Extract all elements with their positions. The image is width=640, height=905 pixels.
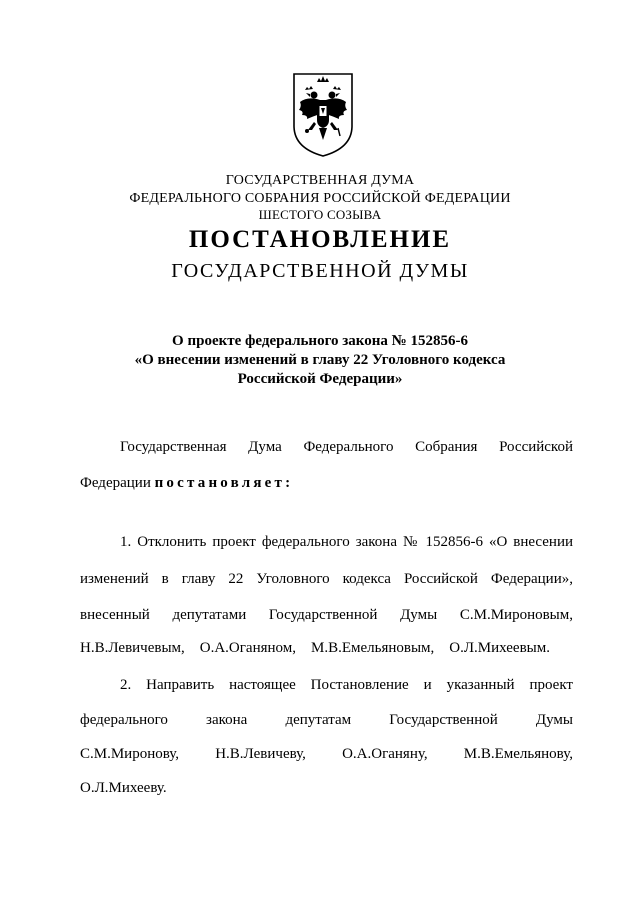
header-line-duma: ГОСУДАРСТВЕННАЯ ДУМА (225, 173, 415, 188)
preamble-prefix: Федерации (80, 475, 155, 491)
bill-title-line-2: «О внесении изменений в главу 22 Уголовного кодекса (134, 352, 506, 368)
resolves-keyword: постановляет: (154, 475, 294, 491)
item1-line-4: Н.В.Левичевым, О.А.Оганяном, М.В.Емельяновым, О.Л.Михеевым. (80, 640, 550, 656)
item2-line-3: С.М.Миронову, Н.В.Левичеву, О.А.Оганяну, М.В.Емельянову, (80, 746, 573, 762)
document-title: ПОСТАНОВЛЕНИЕ (188, 226, 452, 253)
bill-title-line-3: Российской Федерации» (237, 371, 403, 387)
item1-line-1: 1. Отклонить проект федерального закона № 152856-6 «О внесении (120, 534, 573, 550)
item1-line-3: внесенный депутатами Государственной Думы С.М.Мироновым, (80, 607, 573, 623)
item2-line-2: федерального закона депутатам Государственной Думы (80, 712, 573, 728)
bill-title-line-1: О проекте федерального закона № 152856-6 (172, 333, 468, 349)
coat-of-arms-icon (290, 70, 356, 158)
preamble-line-2 (80, 475, 573, 492)
document-subtitle: ГОСУДАРСТВЕННОЙ ДУМЫ (171, 260, 469, 282)
item2-line-1: 2. Направить настоящее Постановление и указанный проект (120, 677, 573, 693)
preamble-line-1: Государственная Дума Федерального Собрания Российской (120, 439, 573, 455)
item1-line-2: изменений в главу 22 Уголовного кодекса Российской Федерации», (80, 571, 573, 587)
item2-line-4: О.Л.Михееву. (80, 780, 167, 796)
header-line-convocation: ШЕСТОГО СОЗЫВА (258, 207, 382, 222)
header-line-assembly: ФЕДЕРАЛЬНОГО СОБРАНИЯ РОССИЙСКОЙ ФЕДЕРАЦИИ (129, 191, 511, 206)
